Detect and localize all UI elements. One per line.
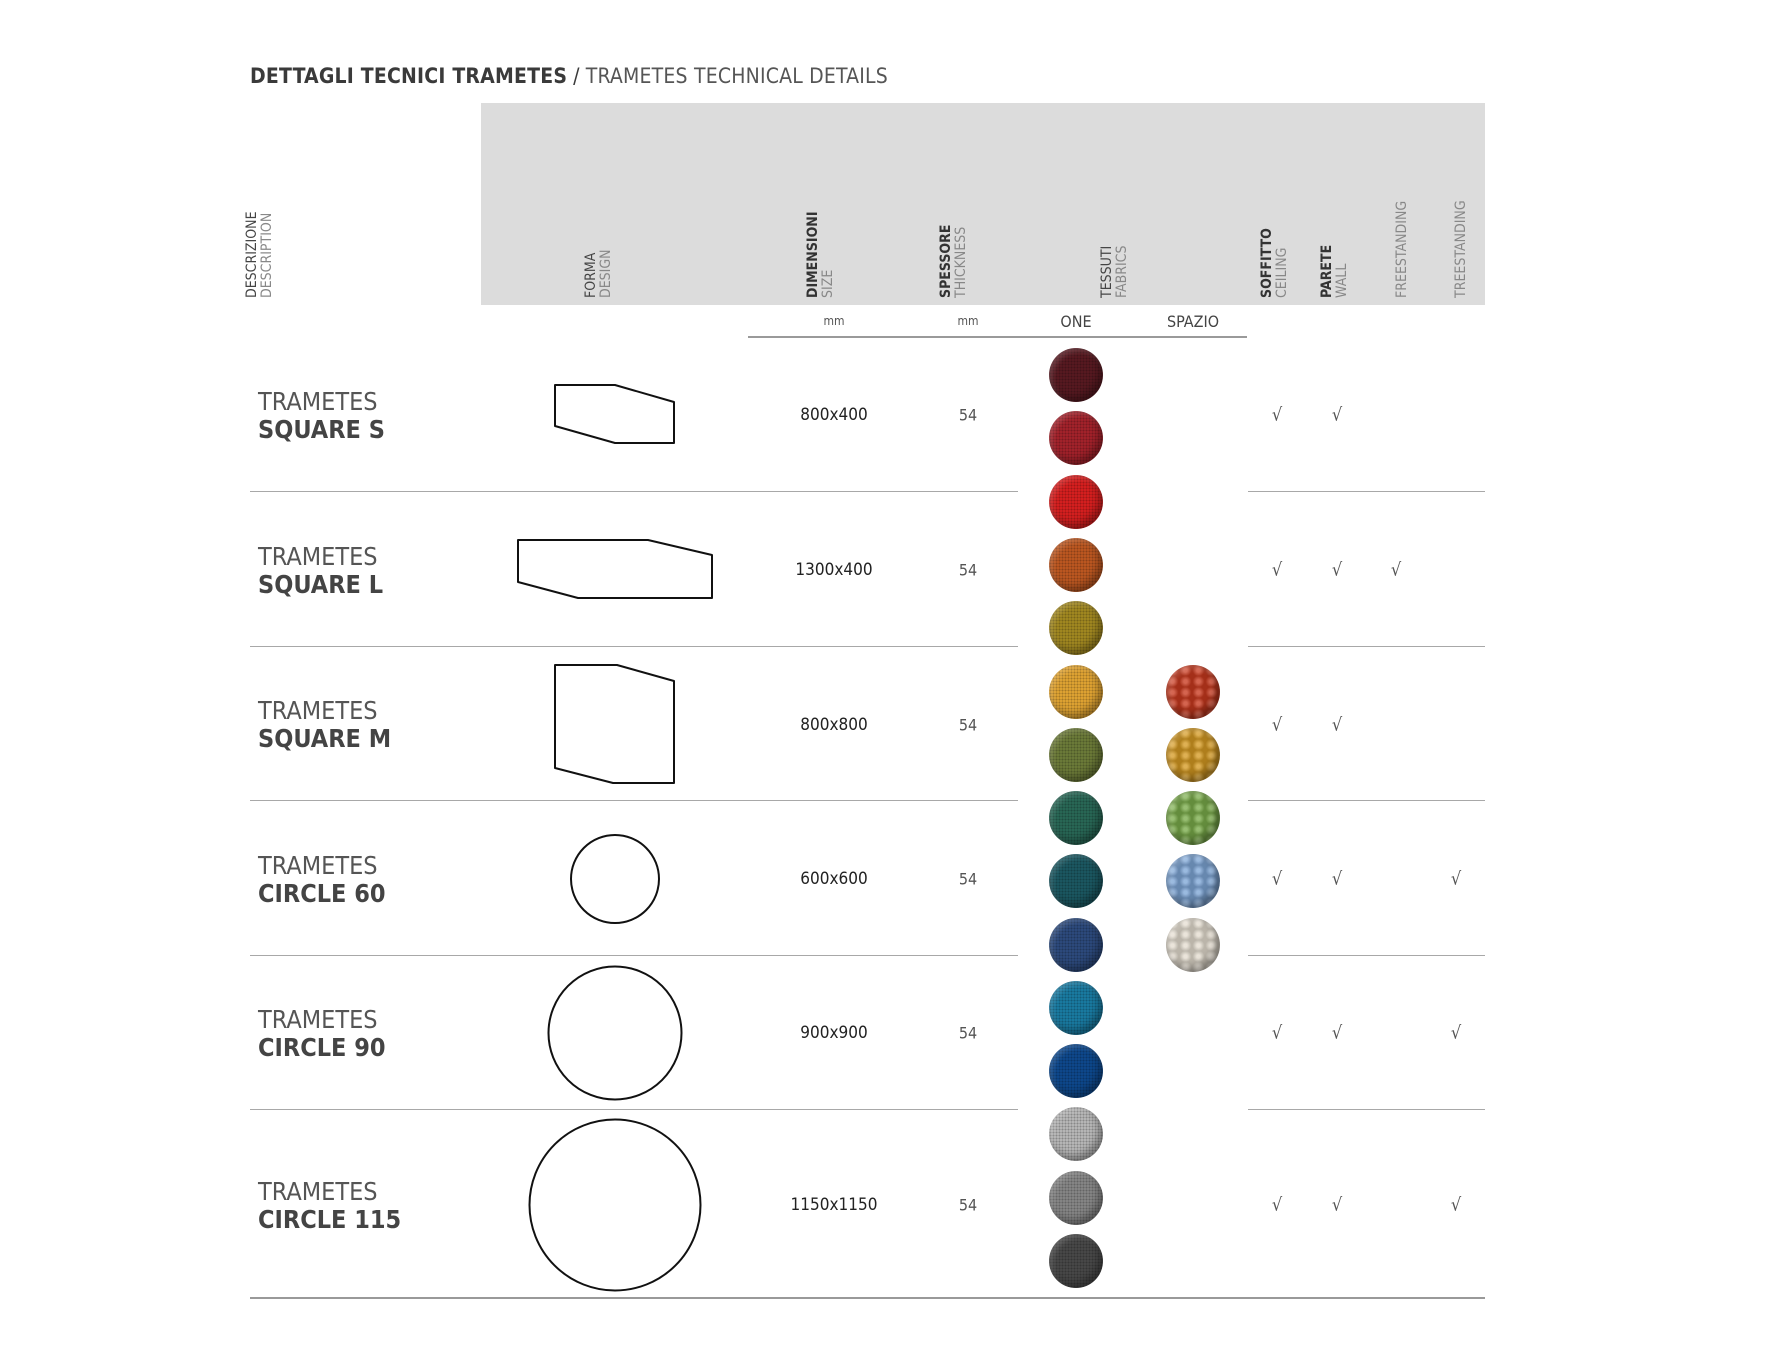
- fabric-swatch-one: [1049, 665, 1103, 719]
- wall-check: √: [1331, 1194, 1343, 1216]
- product-line: TRAMETES: [258, 696, 378, 725]
- treestanding-check: √: [1450, 1022, 1462, 1044]
- header-design-en: DESIGN: [598, 249, 614, 298]
- header-treestanding: [1454, 200, 1469, 298]
- product-name-circle-60: [258, 852, 386, 908]
- size-value: 800x400: [800, 405, 868, 425]
- header-freestanding-label: FREESTANDING: [1394, 200, 1410, 298]
- fabric-swatch-one: [1049, 1171, 1103, 1225]
- row-separator: [250, 646, 1018, 647]
- header-size: [806, 211, 836, 298]
- header-size-it: DIMENSIONI: [805, 211, 821, 298]
- fabric-swatch-one: [1049, 728, 1103, 782]
- product-name-circle-115: [258, 1178, 401, 1234]
- product-model: CIRCLE 90: [258, 1033, 386, 1062]
- subheader-fabric-one: ONE: [1060, 312, 1092, 331]
- product-model: CIRCLE 115: [258, 1205, 402, 1234]
- header-fabrics: [1100, 246, 1130, 298]
- row-separator: [1248, 646, 1485, 647]
- freestanding-check: √: [1390, 559, 1402, 581]
- header-ceiling: [1260, 228, 1290, 298]
- fabric-swatch-one: [1049, 348, 1103, 402]
- fabric-swatch-one: [1049, 538, 1103, 592]
- row-separator: [250, 1109, 1018, 1110]
- table-bottom-rule: [250, 1297, 1485, 1299]
- size-value: 1150x1150: [790, 1195, 878, 1215]
- header-ceiling-en: CEILING: [1274, 247, 1290, 298]
- header-thickness-en: THICKNESS: [953, 226, 969, 298]
- header-wall-en: WALL: [1334, 263, 1350, 298]
- wall-check: √: [1331, 404, 1343, 426]
- fabric-swatch-one: [1049, 981, 1103, 1035]
- header-wall: [1320, 245, 1350, 298]
- row-separator: [1248, 955, 1485, 956]
- fabric-swatch-spazio: [1166, 728, 1220, 782]
- fabric-swatch-one: [1049, 918, 1103, 972]
- wall-check: √: [1331, 868, 1343, 890]
- row-separator: [250, 800, 1018, 801]
- fabric-swatch-spazio: [1166, 665, 1220, 719]
- product-line: TRAMETES: [258, 1005, 378, 1034]
- title-english: TRAMETES TECHNICAL DETAILS: [585, 64, 888, 88]
- header-thickness: [939, 225, 969, 298]
- shape-circle-60-icon: [569, 833, 661, 925]
- wall-check: √: [1331, 714, 1343, 736]
- wall-check: √: [1331, 559, 1343, 581]
- title-italian: DETTAGLI TECNICI TRAMETES: [250, 64, 568, 88]
- product-line: TRAMETES: [258, 1177, 378, 1206]
- thickness-value: 54: [958, 1195, 978, 1215]
- ceiling-check: √: [1271, 1194, 1283, 1216]
- header-design-it: FORMA: [583, 252, 599, 298]
- fabric-swatch-one: [1049, 601, 1103, 655]
- treestanding-check: √: [1450, 1194, 1462, 1216]
- fabric-swatch-spazio: [1166, 854, 1220, 908]
- fabric-swatch-spazio: [1166, 918, 1220, 972]
- product-name-square-s: [258, 388, 385, 444]
- size-value: 800x800: [800, 715, 868, 735]
- shape-square-s-icon: [553, 383, 675, 445]
- header-size-en: SIZE: [820, 269, 836, 298]
- ceiling-check: √: [1271, 1022, 1283, 1044]
- subheader-rule: [748, 336, 1247, 338]
- fabric-swatch-one: [1049, 1107, 1103, 1161]
- thickness-value: 54: [958, 715, 978, 735]
- header-wall-it: PARETE: [1319, 244, 1335, 298]
- fabric-swatch-one: [1049, 791, 1103, 845]
- product-line: TRAMETES: [258, 851, 378, 880]
- header-ceiling-it: SOFFITTO: [1259, 228, 1275, 298]
- thickness-value: 54: [958, 869, 978, 889]
- product-model: CIRCLE 60: [258, 879, 386, 908]
- thickness-value: 54: [958, 1023, 978, 1043]
- header-fabrics-it: TESSUTI: [1099, 245, 1115, 298]
- shape-circle-90-icon: [546, 964, 684, 1102]
- ceiling-check: √: [1271, 868, 1283, 890]
- fabric-swatch-one: [1049, 1044, 1103, 1098]
- header-description: [245, 211, 275, 298]
- header-freestanding: [1395, 201, 1410, 298]
- product-name-square-m: [258, 697, 391, 753]
- size-value: 1300x400: [795, 560, 873, 580]
- row-separator: [1248, 491, 1485, 492]
- thickness-value: 54: [958, 560, 978, 580]
- fabric-swatch-one: [1049, 475, 1103, 529]
- subheader-fabric-spazio: SPAZIO: [1166, 312, 1220, 331]
- title-separator: /: [573, 64, 580, 88]
- shape-circle-115-icon: [527, 1117, 703, 1293]
- ceiling-check: √: [1271, 714, 1283, 736]
- size-value: 900x900: [800, 1023, 868, 1043]
- ceiling-check: √: [1271, 404, 1283, 426]
- row-separator: [1248, 1109, 1485, 1110]
- fabric-swatch-one: [1049, 1234, 1103, 1288]
- product-model: SQUARE M: [258, 724, 392, 753]
- shape-square-l-icon: [516, 538, 714, 600]
- fabric-swatch-spazio: [1166, 791, 1220, 845]
- product-model: SQUARE S: [258, 415, 385, 444]
- size-value: 600x600: [800, 869, 868, 889]
- thickness-value: 54: [958, 405, 978, 425]
- header-description-en: DESCRIPTION: [259, 212, 275, 298]
- subheader-size-unit: mm: [823, 314, 845, 328]
- subheader-thickness-unit: mm: [957, 314, 979, 328]
- treestanding-check: √: [1450, 868, 1462, 890]
- product-model: SQUARE L: [258, 570, 384, 599]
- header-treestanding-label: TREESTANDING: [1453, 200, 1469, 298]
- fabric-swatch-one: [1049, 411, 1103, 465]
- product-name-circle-90: [258, 1006, 386, 1062]
- wall-check: √: [1331, 1022, 1343, 1044]
- header-description-it: DESCRIZIONE: [244, 211, 260, 298]
- shape-square-m-icon: [553, 663, 675, 785]
- header-thickness-it: SPESSORE: [938, 224, 954, 298]
- fabric-swatch-one: [1049, 854, 1103, 908]
- row-separator: [250, 491, 1018, 492]
- product-line: TRAMETES: [258, 542, 378, 571]
- header-fabrics-en: FABRICS: [1114, 245, 1130, 298]
- header-design: [584, 249, 614, 298]
- ceiling-check: √: [1271, 559, 1283, 581]
- page-title: [250, 64, 888, 88]
- product-name-square-l: [258, 543, 383, 599]
- row-separator: [1248, 800, 1485, 801]
- product-line: TRAMETES: [258, 387, 378, 416]
- row-separator: [250, 955, 1018, 956]
